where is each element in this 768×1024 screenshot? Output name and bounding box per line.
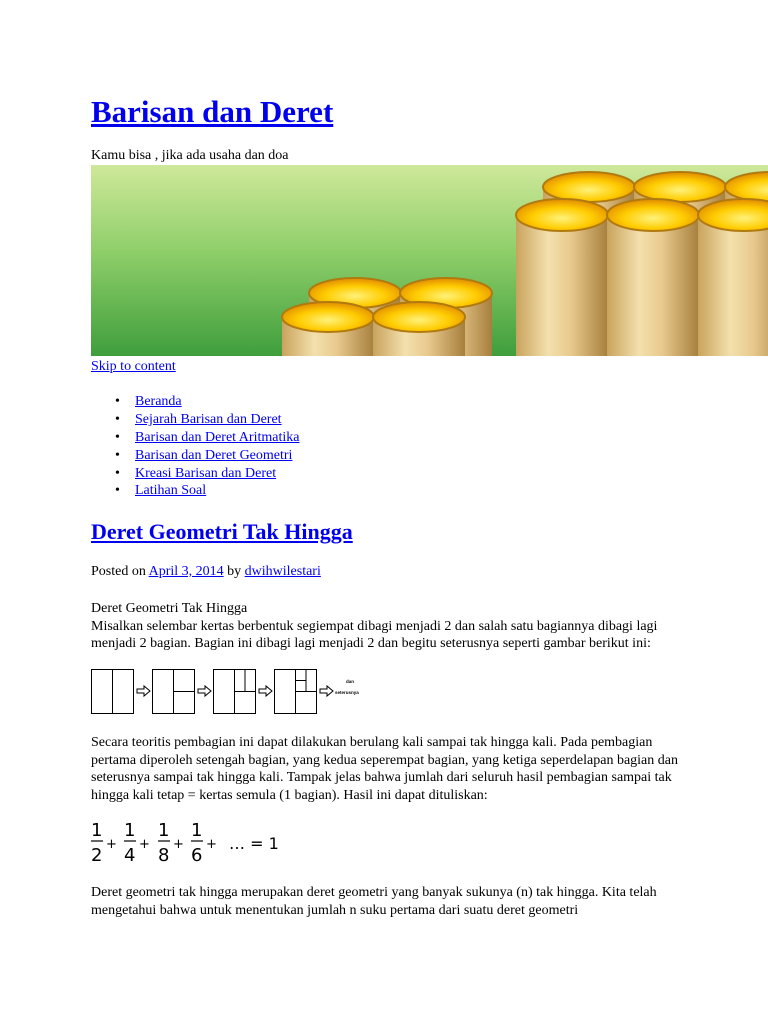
frac-1-num: 1 [91, 820, 103, 841]
bullet-icon: • [115, 411, 120, 427]
arrow-icon [198, 686, 211, 696]
nav-item-latihan [91, 482, 299, 500]
box-4 [275, 670, 317, 714]
frac-2-den: 4 [124, 845, 136, 866]
by-label: by [227, 564, 242, 579]
paper-division-figure [91, 669, 381, 714]
nav-link-latihan[interactable]: Latihan Soal [135, 483, 207, 499]
arrow-icon [137, 686, 150, 696]
content-subheading: Deret Geometri Tak Hingga [91, 601, 248, 616]
nav-link-geometri[interactable]: Barisan dan Deret Geometri [135, 447, 293, 463]
main-navigation [91, 393, 299, 500]
nav-link-beranda[interactable]: Beranda [135, 394, 182, 409]
arrow-icon [320, 686, 333, 696]
figure-label-etc: seterusnya [335, 690, 359, 695]
header-image [91, 165, 768, 356]
plus-sign: + [173, 837, 184, 852]
frac-3-den: 8 [158, 845, 170, 866]
author-link[interactable]: dwihwilestari [244, 564, 321, 579]
skip-to-content-link[interactable]: Skip to content [91, 359, 176, 374]
posted-on-label: Posted on [91, 564, 146, 579]
nav-link-aritmatika[interactable]: Barisan dan Deret Aritmatika [135, 429, 300, 445]
box-1 [92, 670, 134, 714]
frac-4-den: 6 [191, 845, 203, 866]
plus-sign: + [206, 837, 217, 852]
plus-sign: + [139, 837, 150, 852]
box-3 [214, 670, 256, 714]
nav-link-sejarah[interactable]: Sejarah Barisan dan Deret [135, 411, 282, 427]
nav-item-kreasi [91, 465, 299, 483]
bullet-icon: • [115, 483, 120, 499]
post-meta [91, 563, 321, 580]
figure-label-and: dan [346, 679, 355, 684]
frac-1-den: 2 [91, 845, 103, 866]
paragraph-explanation: Secara teoritis pembagian ini dapat dilakukan berulang kali sampai tak hingga kali. Pada pembagian pertama diperoleh setengah bagian, yang kedua seperempat bagian, yang ketiga seperdelapan bagian dan seterusnya sampai tak hingga kali. Tampak jelas bahwa jumlah dari seluruh hasil pembagian sampai tak hingga kali tetap = kertas semula (1 bagian). Hasil ini dapat dituliskan: [91, 735, 678, 803]
frac-4-num: 1 [191, 820, 203, 841]
nav-item-geometri [91, 447, 299, 465]
post-date-link[interactable]: April 3, 2014 [148, 564, 224, 579]
intro-text: Misalkan selembar kertas berbentuk segiempat dibagi menjadi 2 dan salah satu bagiannya dibagi lagi menjadi 2 bagian. Bagian ini dibagi lagi menjadi 2 dan begitu seterusnya seperti gambar berikut ini: [91, 618, 658, 652]
post-title-link[interactable]: Deret Geometri Tak Hingga [91, 519, 353, 544]
paragraph-intro [91, 600, 681, 653]
arrow-icon [259, 686, 272, 696]
bullet-icon: • [115, 465, 120, 481]
nav-item-beranda [91, 393, 299, 411]
nav-item-aritmatika [91, 429, 299, 447]
frac-3-num: 1 [158, 820, 170, 841]
site-tagline: Kamu bisa , jika ada usaha dan doa [91, 148, 289, 163]
site-title[interactable] [91, 92, 333, 132]
site-title-link[interactable]: Barisan dan Deret [91, 94, 334, 129]
nav-link-kreasi[interactable]: Kreasi Barisan dan Deret [135, 465, 277, 481]
cylinders-front-right [516, 199, 768, 356]
formula-tail: … = 1 [229, 834, 279, 853]
sum-formula [91, 818, 291, 868]
bullet-icon: • [115, 394, 120, 409]
plus-sign: + [106, 837, 117, 852]
box-2 [153, 670, 195, 714]
nav-item-sejarah [91, 411, 299, 429]
bullet-icon: • [115, 447, 120, 463]
paragraph-definition: Deret geometri tak hingga merupakan deret geometri yang banyak sukunya (n) tak hingga. Kita telah mengetahui bahwa untuk menentukan jumlah n suku pertama dari suatu deret geometri [91, 885, 657, 918]
frac-2-num: 1 [124, 820, 136, 841]
bullet-icon: • [115, 429, 120, 445]
post-title[interactable] [91, 518, 353, 546]
